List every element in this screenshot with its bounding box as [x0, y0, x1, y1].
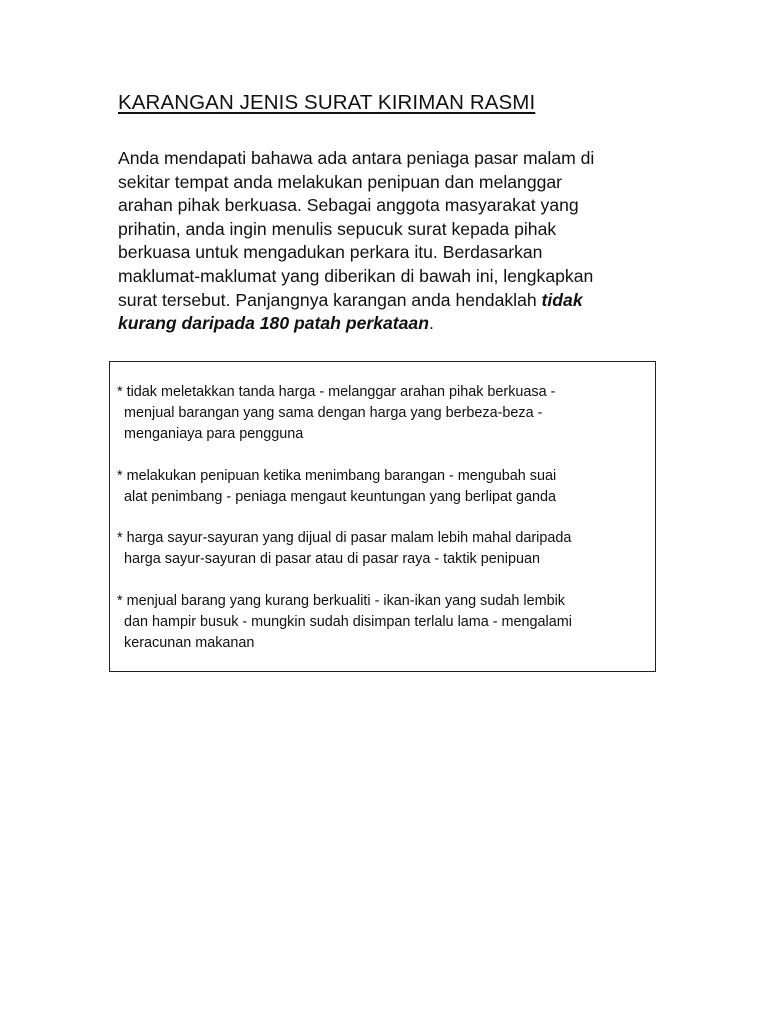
instruction-line [118, 312, 638, 336]
note-item [117, 528, 571, 570]
instruction-line: Anda mendapati bahawa ada antara peniaga pasar malam di [118, 148, 595, 168]
word-limit-emphasis: tidak [541, 289, 583, 310]
instruction-line: arahan pihak berkuasa. Sebagai anggota masyarakat yang [118, 195, 579, 216]
instruction-line: sekitar tempat anda melakukan penipuan dan melanggar [118, 171, 563, 192]
note-line: menganiaya para pengguna [124, 425, 304, 442]
note-line: menjual barangan yang sama dengan harga yang berbeza-beza - [124, 404, 543, 421]
note-line: * tidak meletakkan tanda harga - melanggar arahan pihak berkuasa - [117, 384, 556, 400]
page-title: KARANGAN JENIS SURAT KIRIMAN RASMI [118, 91, 536, 114]
note-line: * harga sayur-sayuran yang dijual di pasar malam lebih mahal daripada [117, 530, 572, 546]
note-line: harga sayur-sayuran di pasar atau di pasar raya - taktik penipuan [124, 550, 540, 567]
note-line: * menjual barang yang kurang berkualiti - ikan-ikan yang sudah lembik [117, 593, 565, 609]
note-line: keracunan makanan [124, 634, 255, 651]
notes-box [109, 361, 656, 672]
instruction-text: surat tersebut. Panjangnya karangan anda hendaklah [118, 289, 542, 310]
instruction-line: prihatin, anda ingin menulis sepucuk surat kepada pihak [118, 218, 557, 239]
note-line: * melakukan penipuan ketika menimbang barangan - mengubah suai [117, 468, 557, 484]
instruction-line [118, 289, 638, 313]
note-item [117, 382, 555, 444]
instruction-line: maklumat-maklumat yang diberikan di bawah ini, lengkapkan [118, 265, 594, 286]
note-line: dan hampir busuk - mungkin sudah disimpan terlalu lama - mengalami [124, 613, 572, 630]
note-item [117, 591, 572, 653]
instruction-line: berkuasa untuk mengadukan perkara itu. Berdasarkan [118, 242, 543, 263]
instruction-paragraph [118, 147, 638, 336]
note-line: alat penimbang - peniaga mengaut keuntungan yang berlipat ganda [124, 488, 557, 505]
instruction-text: . [428, 313, 434, 334]
word-limit-emphasis: kurang daripada 180 patah perkataan [118, 313, 429, 334]
note-item [117, 466, 556, 508]
